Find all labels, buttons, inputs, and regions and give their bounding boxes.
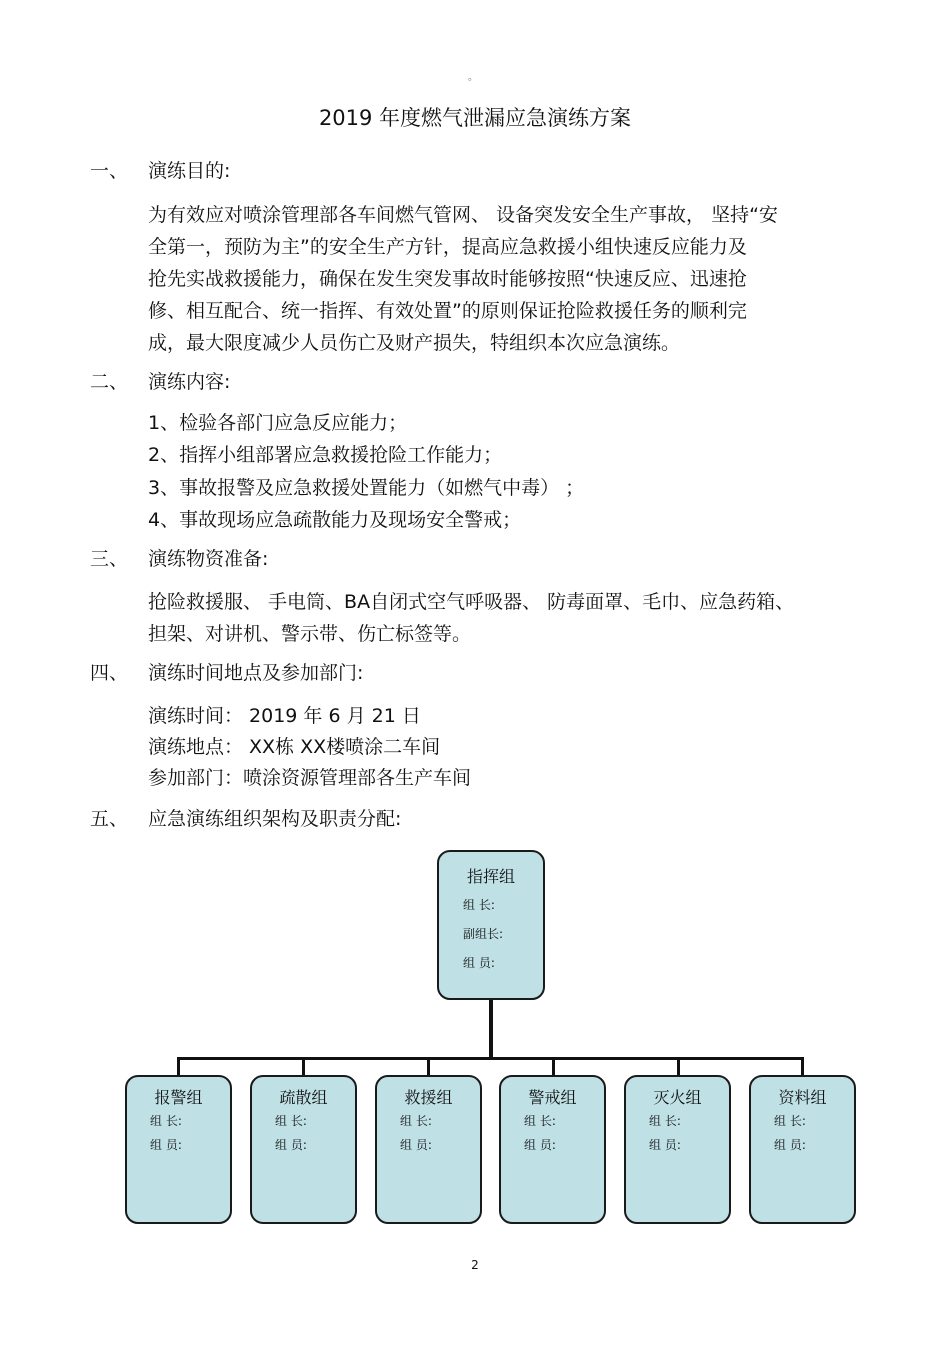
section-5-number: 五、 <box>90 808 129 830</box>
section-3-number: 三、 <box>90 548 129 570</box>
org-box-title: 灭火组 <box>653 1088 702 1107</box>
section-2-line-1: 1、检验各部门应急反应能力； <box>148 412 408 434</box>
org-box-cordon <box>499 1075 606 1224</box>
org-leader-label: 组 长: <box>774 1114 806 1128</box>
section-4-line-2: 演练地点： XX栋 XX楼喷涂二车间 <box>148 736 441 758</box>
org-member-label: 组 员: <box>150 1138 182 1152</box>
section-4-line-3: 参加部门：喷涂资源管理部各生产车间 <box>148 767 472 789</box>
section-1-line-5: 成，最大限度减少人员伤亡及财产损失，特组织本次应急演练。 <box>148 332 681 354</box>
section-5-title: 应急演练组织架构及职责分配: <box>148 808 402 830</box>
connector-vertical-main <box>489 1000 493 1060</box>
section-3-line-2: 担架、对讲机、警示带、伤亡标签等。 <box>148 623 472 645</box>
org-member-label: 组 员: <box>774 1138 806 1152</box>
section-4-title: 演练时间地点及参加部门: <box>148 662 364 684</box>
org-box-title: 指挥组 <box>466 867 515 886</box>
org-leader-label: 组 长: <box>524 1114 556 1128</box>
org-box-command <box>437 850 545 1000</box>
section-1-line-3: 抢先实战救援能力，确保在发生突发事故时能够按照“快速反应、迅速抢 <box>148 268 747 290</box>
section-1-number: 一、 <box>90 160 129 182</box>
org-leader-label: 组 长: <box>400 1114 432 1128</box>
org-box-title: 资料组 <box>778 1088 827 1107</box>
section-3-line-1: 抢险救援服、 手电筒、BA自闭式空气呼吸器、 防毒面罩、毛巾、应急药箱、 <box>148 591 795 613</box>
section-1-line-2: 全第一，预防为主”的安全生产方针，提高应急救援小组快速反应能力及 <box>148 236 747 258</box>
org-box-title: 警戒组 <box>528 1088 577 1107</box>
section-1-title: 演练目的: <box>148 160 231 182</box>
connector-drop-5 <box>677 1057 680 1076</box>
connector-drop-3 <box>427 1057 430 1076</box>
section-3-title: 演练物资准备: <box>148 548 269 570</box>
section-1-line-1: 为有效应对喷涂管理部各车间燃气管网、 设备突发安全生产事故， 坚持“安 <box>148 204 778 226</box>
section-2-line-3: 3、事故报警及应急救援处置能力（如燃气中毒） ； <box>148 477 585 499</box>
org-member-label: 组 员: <box>524 1138 556 1152</box>
section-4-line-1: 演练时间： 2019 年 6 月 21 日 <box>148 705 421 727</box>
org-box-evacuation <box>250 1075 357 1224</box>
org-member-label: 组 员: <box>275 1138 307 1152</box>
page-number: 2 <box>471 1258 479 1272</box>
org-deputy-label: 副组长: <box>463 927 504 941</box>
org-box-documentation <box>749 1075 856 1224</box>
section-2-number: 二、 <box>90 371 129 393</box>
connector-drop-4 <box>552 1057 555 1076</box>
org-box-title: 救援组 <box>404 1088 453 1107</box>
org-leader-label: 组 长: <box>463 898 495 912</box>
org-member-label: 组 员: <box>400 1138 432 1152</box>
connector-drop-6 <box>801 1057 804 1076</box>
org-leader-label: 组 长: <box>275 1114 307 1128</box>
section-2-line-2: 2、指挥小组部署应急救援抢险工作能力； <box>148 444 503 466</box>
org-box-alarm <box>125 1075 232 1224</box>
org-member-label: 组 员: <box>649 1138 681 1152</box>
page-title: 2019 年度燃气泄漏应急演练方案 <box>318 106 632 130</box>
top-mark: 。 <box>468 72 478 83</box>
org-box-rescue <box>375 1075 482 1224</box>
org-leader-label: 组 长: <box>649 1114 681 1128</box>
org-box-firefighting <box>624 1075 731 1224</box>
org-box-title: 报警组 <box>154 1088 203 1107</box>
org-box-title: 疏散组 <box>279 1088 328 1107</box>
section-2-line-4: 4、事故现场应急疏散能力及现场安全警戒； <box>148 509 522 531</box>
connector-horizontal <box>177 1057 804 1060</box>
connector-drop-2 <box>302 1057 305 1076</box>
section-4-number: 四、 <box>90 662 129 684</box>
section-2-title: 演练内容: <box>148 371 231 393</box>
org-leader-label: 组 长: <box>150 1114 182 1128</box>
section-1-line-4: 修、相互配合、统一指挥、有效处置”的原则保证抢险救援任务的顺利完 <box>148 300 747 322</box>
connector-drop-1 <box>177 1057 180 1076</box>
org-member-label: 组 员: <box>463 956 495 970</box>
